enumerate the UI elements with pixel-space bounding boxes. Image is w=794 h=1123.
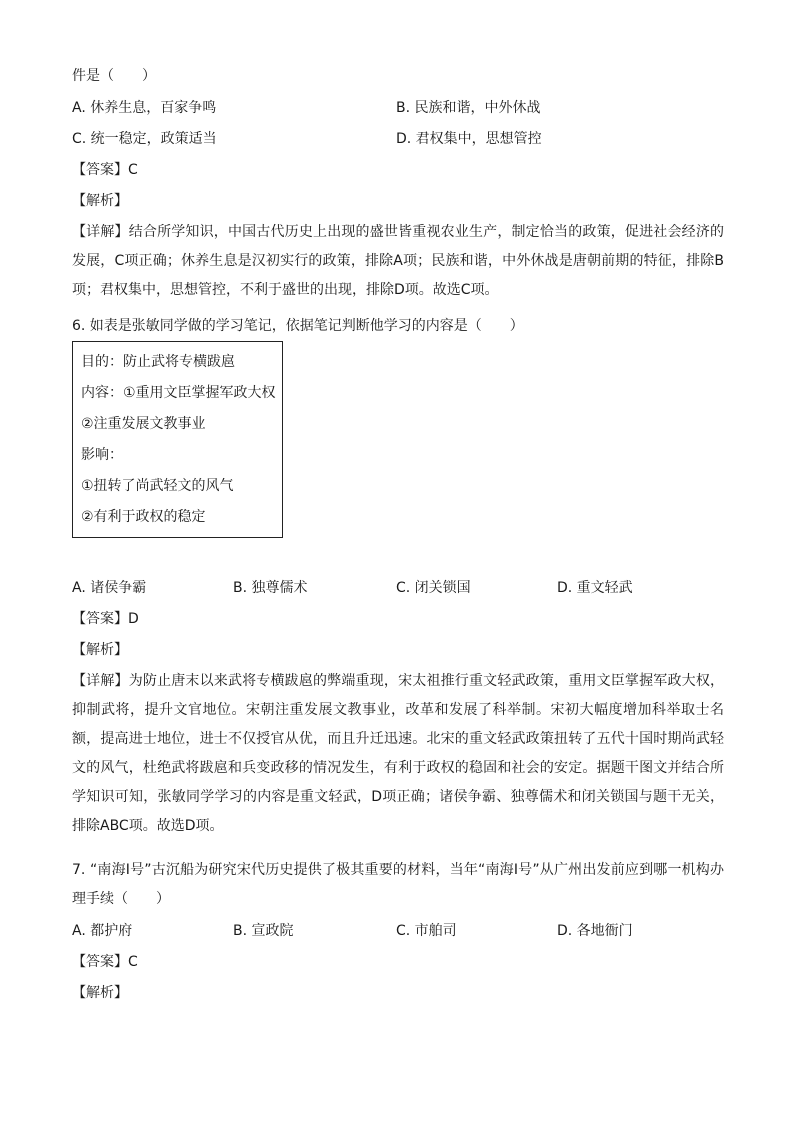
q7-option-c: C. 市舶司 <box>396 923 457 939</box>
q7-answer: 【答案】C <box>72 954 138 970</box>
q6-stem: 6. 如表是张敏同学做的学习笔记，依据笔记判断他学习的内容是（ ） <box>72 318 524 334</box>
q6-option-d: D. 重文轻武 <box>557 580 633 596</box>
q7-option-d: D. 各地衙门 <box>557 923 633 939</box>
study-notes-box <box>72 341 283 538</box>
q7-option-a: A. 都护府 <box>72 923 133 939</box>
q6-option-b: B. 独尊儒术 <box>233 580 308 596</box>
q5-option-d: D. 君权集中，思想管控 <box>396 131 542 147</box>
q5-option-a: A. 休养生息，百家争鸣 <box>72 100 217 116</box>
q5-stem-tail: 件是（ ） <box>72 68 156 84</box>
q5-detail: 【详解】结合所学知识，中国古代历史上出现的盛世皆重视农业生产，制定恰当的政策，促进社会经济的发展，C项正确；休养生息是汉初实行的政策，排除A项；民族和谐，中外休战是唐朝前期的特征，排除B项；君权集中，思想管控，不利于盛世的出现，排除D项。故选C项。 <box>72 224 724 298</box>
q5-analysis-label: 【解析】 <box>72 193 128 209</box>
q6-answer: 【答案】D <box>72 611 139 627</box>
q5-option-c: C. 统一稳定，政策适当 <box>72 131 217 147</box>
q5-answer: 【答案】C <box>72 162 138 178</box>
note-impact-label: 影响： <box>81 447 123 463</box>
q7-stem: 7. “南海Ⅰ号”古沉船为研究宋代历史提供了极其重要的材料，当年“南海Ⅰ号”从广州出发前应到哪一机构办理手续（ ） <box>72 862 724 907</box>
q7-option-b: B. 宣政院 <box>233 923 294 939</box>
q6-option-c: C. 闭关锁国 <box>396 580 471 596</box>
q5-option-b: B. 民族和谐，中外休战 <box>396 100 541 116</box>
q7-analysis-label: 【解析】 <box>72 985 128 1001</box>
note-content-1: 内容：①重用文臣掌握军政大权 <box>81 385 276 401</box>
note-impact-1: ①扭转了尚武轻文的风气 <box>81 478 234 494</box>
note-content-2: ②注重发展文教事业 <box>81 416 206 432</box>
q6-detail: 【详解】为防止唐末以来武将专横跋扈的弊端重现，宋太祖推行重文轻武政策，重用文臣掌握军政大权，抑制武将，提升文官地位。宋朝注重发展文教事业，改革和发展了科举制。宋初大幅度增加科举取士名额，提高进士地位，进士不仅授官从优，而且升迁迅速。北宋的重文轻武政策扭转了五代十国时期尚武轻文的风气，杜绝武将跋扈和兵变政移的情况发生，有利于政权的稳固和社会的安定。据题干图文并结合所学知识可知，张敏同学学习的内容是重文轻武，D项正确；诸侯争霸、独尊儒术和闭关锁国与题干无关，排除ABC项。故选D项。 <box>72 673 724 834</box>
note-purpose: 目的：防止武将专横跋扈 <box>81 354 235 370</box>
q6-option-a: A. 诸侯争霸 <box>72 580 147 596</box>
note-impact-2: ②有利于政权的稳定 <box>81 509 206 525</box>
q6-analysis-label: 【解析】 <box>72 642 128 658</box>
